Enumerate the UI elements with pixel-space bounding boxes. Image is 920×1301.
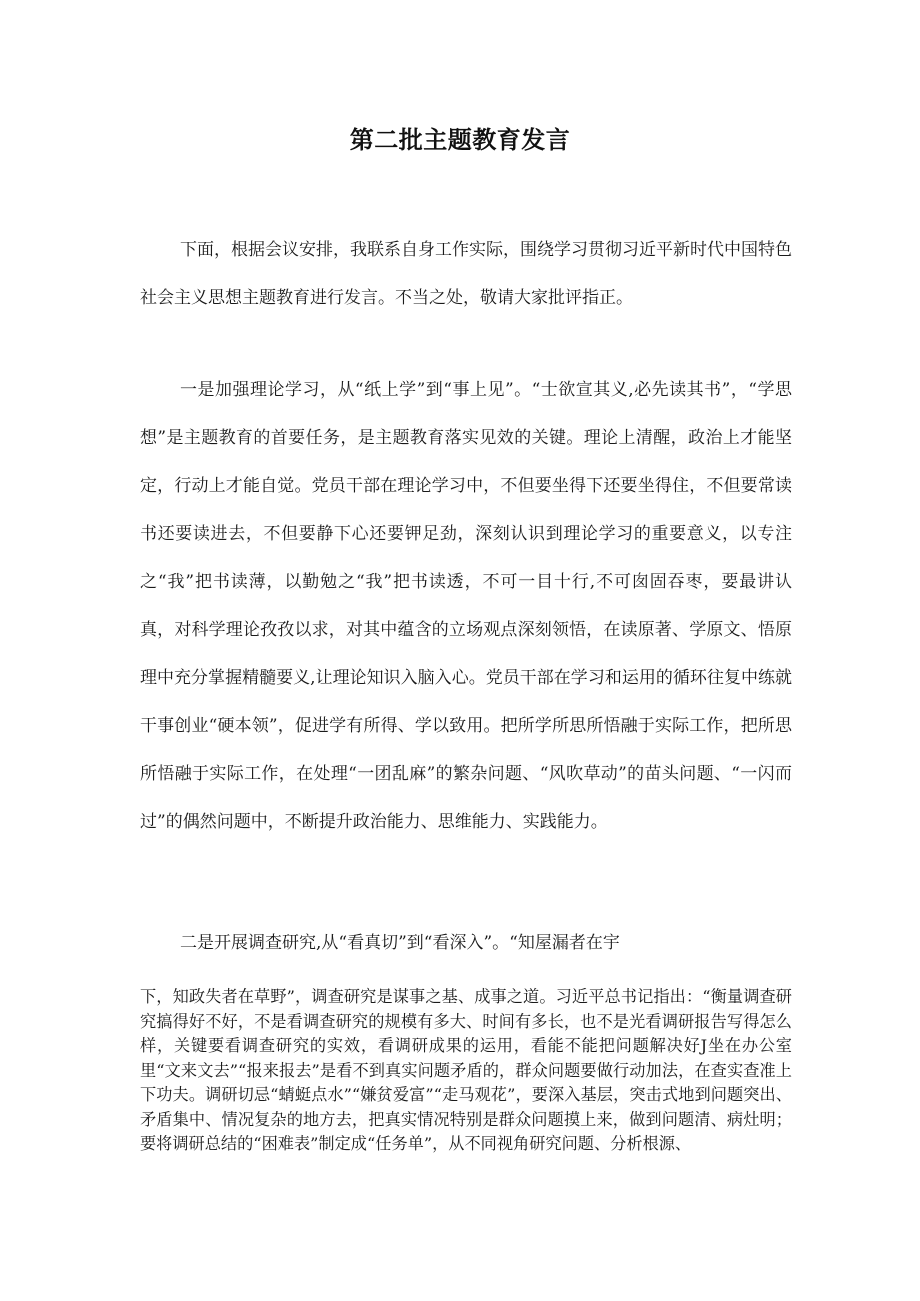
paragraph-intro: 下面，根据会议安排，我联系自身工作实际，围绕学习贯彻习近平新时代中国特色社会主义思想主题教育进行发言。不当之处，敬请大家批评指正。 [140,240,792,308]
paragraph-theory-study: 一是加强理论学习，从“纸上学”到“事上见”。“士欲宣其义,必先读其书”，“学思想”是主题教育的首要任务，是主题教育落实见效的关键。理论上清醒，政治上才能坚定，行动上才能自觉。党员干部在理论学习中，不但要坐得下还要坐得住，不但要常读书还要读进去，不但要静下心还要钾足劲，深刻认识到理论学习的重要意义，以专注之“我”把书读薄，以勤勉之“我”把书读透，不可一目十行,不可囱固吞枣，要最讲认真，对科学理论孜孜以求，对其中蕴含的立场观点深刻领悟，在读原著、学原文、悟原理中充分掌握精髓要义,让理论知识入脑入心。党员干部在学习和运用的循环往复中练就干事创业“硬本领”，促进学有所得、学以致用。把所学所思所悟融于实际工作，把所思所悟融于实际工作，在处理“一团乱麻”的繁杂问题、“风吹草动”的苗头问题、“一闪而过”的偶然问题中，不断提升政治能力、思维能力、实践能力。 [140,380,792,832]
paragraph-research-body: 下，知政失者在草野”，调查研究是谋事之基、成事之道。习近平总书记指出：“衡量调查研究搞得好不好，不是看调查研究的规模有多大、时间有多长，也不是光看调研报告写得怎么样，关键要看调查研究的实效，看调研成果的运用，看能不能把问题解决好J坐在办公室里“文来文去”“报来报去”是看不到真实问题矛盾的，群众问题要做行动加法，在查实查准上下功夫。调研切忌“蜻蜓点水”“嫌贫爱富”“走马观花”，要深入基层，突击式地到问题突出、矛盾集中、情况复杂的地方去，把真实情况特别是群众问题摸上来，做到问题清、病灶明；要将调研总结的“困难表”制定成“任务单”，从不同视角研究问题、分析根源、 [140,987,792,1153]
paragraph-research-first-line: 二是开展调查研究,从“看真切”到“看深入”。“知屋漏者在宇 [180,933,620,953]
document-title: 第二批主题教育发言 [349,126,571,154]
